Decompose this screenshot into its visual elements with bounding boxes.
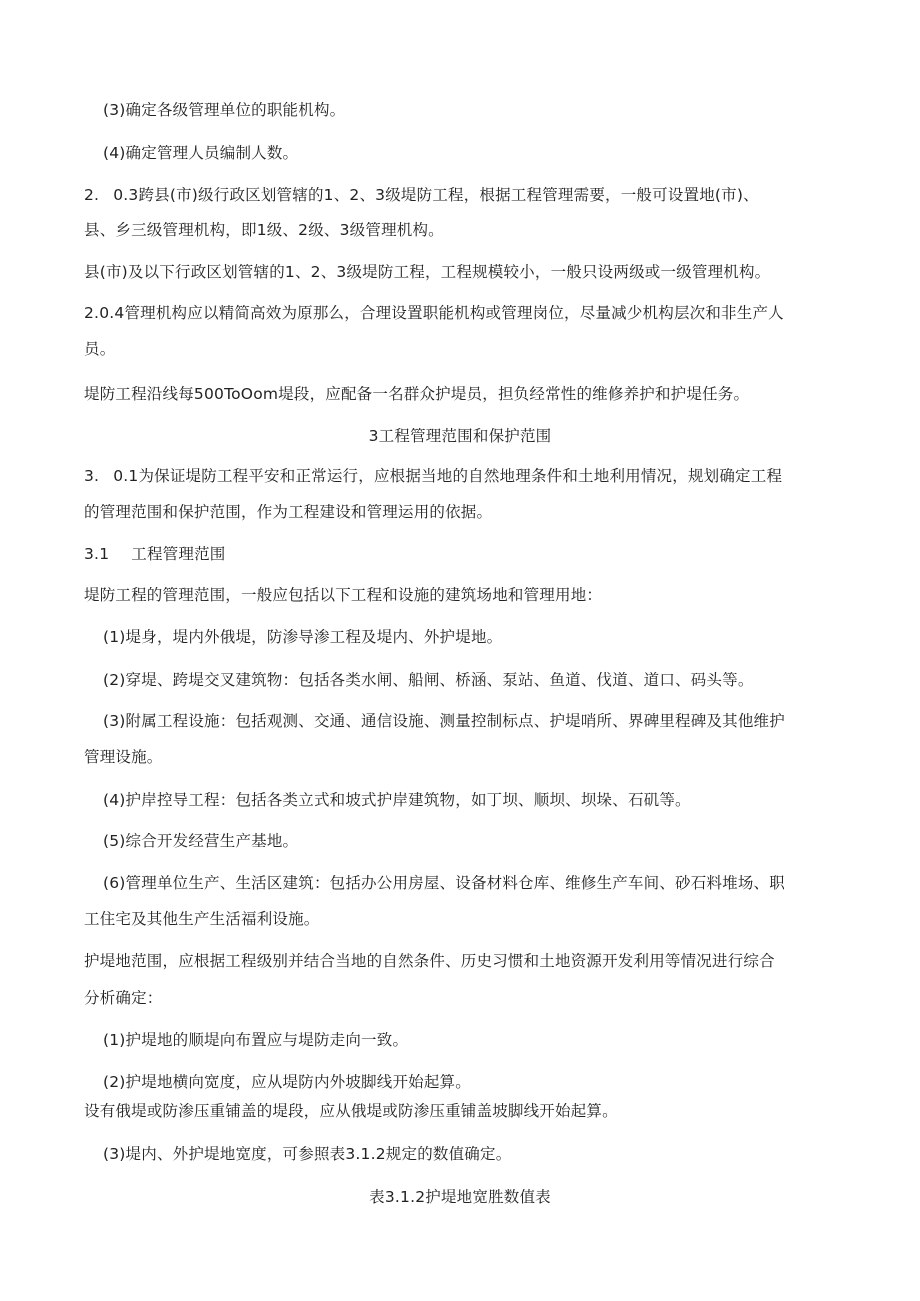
list-item: (3)堤内、外护堤地宽度，可参照表3.1.2规定的数值确定。 [103,1145,512,1163]
paragraph: 堤防工程的管理范围，一般应包括以下工程和设施的建筑场地和管理用地： [84,586,603,604]
list-item: (4)护岸控导工程：包括各类立式和坡式护岸建筑物，如丁坝、顺坝、坝垛、石矶等。 [103,791,691,809]
paragraph-text: 0.3跨县(市)级行政区划管辖的1、2、3级堤防工程，根据工程管理需要，一般可设置地(市)、 [113,186,759,204]
subsection-heading [84,544,844,564]
list-item: (1)堤身，堤内外俄堤，防渗导渗工程及堤内、外护堤地。 [103,628,503,646]
paragraph: 的管理范围和保护范围，作为工程建设和管理运用的依据。 [84,503,493,521]
paragraph: 县、乡三级管理机构，即1级、2级、3级管理机构。 [84,221,444,239]
paragraph: 县(市)及以下行政区划管辖的1、2、3级堤防工程，工程规模较小，一般只设两级或一级管理机构。 [84,263,771,281]
paragraph-text: 0.1为保证堤防工程平安和正常运行，应根据当地的自然地理条件和土地利用情况，规划确定工程 [113,467,783,485]
table-caption: 表3.1.2护堤地宽胜数值表 [369,1188,551,1206]
paragraph: 护堤地范围，应根据工程级别并结合当地的自然条件、历史习惯和土地资源开发利用等情况进行综合 [84,952,775,970]
paragraph: 堤防工程沿线每500ToOom堤段，应配备一名群众护堤员，担负经常性的维修养护和护堤任务。 [84,385,750,403]
list-item: (6)管理单位生产、生活区建筑：包括办公用房屋、设备材料仓库、维修生产车间、砂石料堆场、职 [103,874,785,892]
section-heading: 3工程管理范围和保护范围 [368,427,552,445]
list-item-continued: 管理设施。 [84,748,163,766]
list-item: (2)护堤地横向宽度，应从堤防内外坡脚线开始起算。 [103,1073,471,1091]
paragraph: 2.0.4管理机构应以精简高效为原那么，合理设置职能机构或管理岗位，尽量减少机构层次和非生产人 [84,304,784,322]
list-item: (1)护堤地的顺堤向布置应与堤防走向一致。 [103,1031,409,1049]
paragraph: 员。 [84,340,116,358]
paragraph-numbered [84,466,844,486]
subsection-title: 工程管理范围 [131,545,226,563]
paragraph: (4)确定管理人员编制人数。 [103,144,299,162]
list-item-continued: 工住宅及其他生产生活福利设施。 [84,910,320,928]
section-number: 3. [84,467,100,485]
paragraph: (3)确定各级管理单位的职能机构。 [103,101,346,119]
list-item: (5)综合开发经营生产基地。 [103,832,299,850]
list-item: (3)附属工程设施：包括观测、交通、通信设施、测量控制标点、护堤哨所、界碑里程碑及其他维护 [103,712,785,730]
paragraph-numbered [84,185,844,205]
section-number: 2. [84,186,100,204]
list-item: (2)穿堤、跨堤交叉建筑物：包括各类水闸、船闸、桥涵、泵站、鱼道、伐道、道口、码头等。 [103,671,754,689]
section-number: 3.1 [84,545,110,563]
paragraph: 分析确定： [84,989,163,1007]
paragraph: 设有俄堤或防渗压重铺盖的堤段，应从俄堤或防渗压重铺盖坡脚线开始起算。 [84,1102,618,1120]
